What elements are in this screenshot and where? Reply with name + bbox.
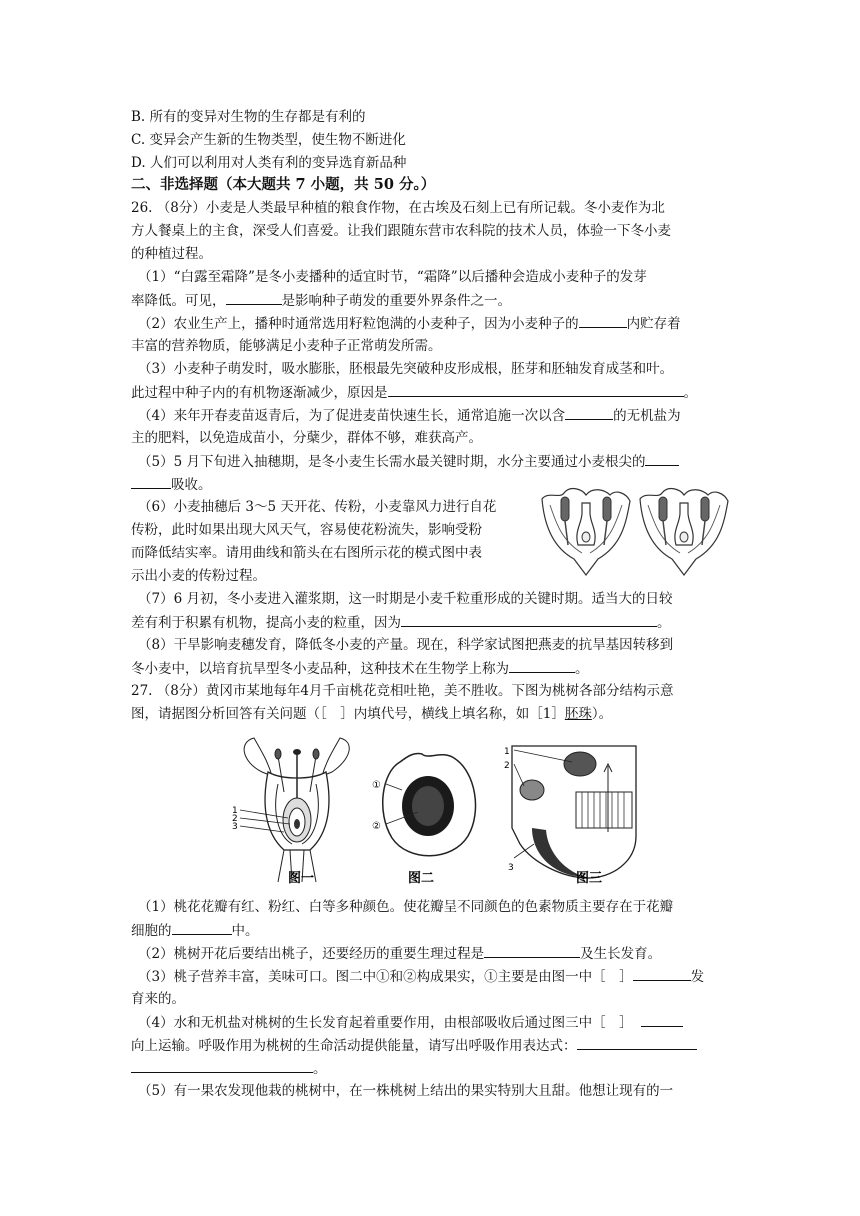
q27-part1-text-end: 中。 <box>231 923 259 939</box>
q26-part3-text-end: 。 <box>683 385 697 401</box>
answer-blank[interactable] <box>565 406 613 420</box>
section-heading: 二、非选择题（本大题共 7 小题，共 50 分。） <box>131 176 436 193</box>
figure-one-peach-flower <box>232 738 349 882</box>
q26-stem-2: 方人餐桌上的主食，深受人们喜爱。让我们跟随东营市农科院的技术人员，体验一下冬小麦 <box>131 223 671 239</box>
answer-blank[interactable] <box>577 1036 697 1050</box>
q27-part3-text: （3）桃子营养丰富，美味可口。图二中①和②构成果实，①主要是由图一中［ ］ <box>138 969 633 985</box>
figure-two-peach-fruit <box>372 753 476 855</box>
q26-part2-text: （2）农业生产上，播种时通常选用籽粒饱满的小麦种子，因为小麦种子的 <box>138 316 579 332</box>
q27-part4-line3 <box>131 1059 327 1078</box>
q26-part1-line2 <box>131 291 511 310</box>
q26-stem-3: 的种植过程。 <box>131 246 212 262</box>
q27-part2-line <box>138 944 661 963</box>
q27-part4-line2 <box>131 1036 697 1055</box>
q27-stem-2 <box>131 705 612 723</box>
peach-structure-figures <box>232 732 652 892</box>
answer-blank[interactable] <box>633 967 691 981</box>
q26-part6-line2: 传粉，此时如果出现大风天气，容易使花粉流失，影响受粉 <box>131 522 482 538</box>
q26-part4-text: （4）来年开春麦苗返青后，为了促进麦苗快速生长，通常追施一次以含 <box>138 408 566 424</box>
wheat-flower-left <box>542 489 630 575</box>
fig1-label-3: 3 <box>232 822 238 832</box>
q26-part2-text-end: 内贮存着 <box>626 316 681 332</box>
q27-part2-text-end: 及生长发育。 <box>580 946 662 962</box>
q26-part3-text: 此过程中种子内的有机物逐渐减少，原因是 <box>131 385 388 401</box>
q26-part3-line2 <box>131 383 697 402</box>
answer-blank[interactable] <box>645 452 679 466</box>
fig1-label-1: 1 <box>232 806 238 816</box>
q27-part3-text-end: 发 <box>690 969 705 985</box>
q26-part8-text: 冬小麦中，以培育抗旱型冬小麦品种，这种技术在生物学上称为 <box>131 661 509 677</box>
q26-part2-line1 <box>138 314 681 333</box>
q26-part5-text: （5）5 月下旬进入抽穗期，是冬小麦生长需水最关键时期，水分主要通过小麦根尖的 <box>138 454 646 470</box>
q26-part4-line2: 主的肥料，以免造成苗小，分蘖少，群体不够，难获高产。 <box>131 430 482 446</box>
q27-part1-text: 细胞的 <box>131 923 172 939</box>
answer-blank[interactable] <box>484 944 580 958</box>
option-b: B. 所有的变异对生物的生存都是有利的 <box>131 109 366 125</box>
q26-part2-line2: 丰富的营养物质，能够满足小麦种子正常萌发所需。 <box>131 338 442 354</box>
q26-part8-text-end: 。 <box>575 661 589 677</box>
answer-blank[interactable] <box>509 659 575 673</box>
q27-part2-text: （2）桃树开花后要结出桃子，还要经历的重要生理过程是 <box>138 946 485 962</box>
fig2-caption: 图二 <box>408 871 435 886</box>
option-c: C. 变异会产生新的生物类型，使生物不断进化 <box>131 132 406 148</box>
q27-part4-line1 <box>138 1013 683 1032</box>
wheat-flower-right <box>640 489 728 575</box>
q26-part7-text-end: 。 <box>657 615 671 631</box>
answer-blank[interactable] <box>401 613 657 627</box>
q27-part4-text: （4）水和无机盐对桃树的生长发育起着重要作用，由根部吸收后通过图三中［ ］ <box>138 1015 633 1031</box>
example-answer: 胚珠 <box>564 706 592 722</box>
q27-part1-line1: （1）桃花花瓣有红、粉红、白等多种颜色。使花瓣呈不同颜色的色素物质主要存在于花瓣 <box>138 899 674 915</box>
answer-blank[interactable] <box>131 1059 313 1073</box>
fig3-label-3: 3 <box>508 863 514 873</box>
q27-part3-line1 <box>138 967 704 986</box>
q26-part5-line2 <box>131 475 212 494</box>
q26-part7-line2 <box>131 613 671 632</box>
fig3-label-1: 1 <box>504 747 510 757</box>
q27-part4-text-end: 。 <box>313 1061 327 1077</box>
q26-part4-text-end: 的无机盐为 <box>613 408 681 424</box>
q26-part5-text-end: 吸收。 <box>171 477 212 493</box>
fig2-label-2: ② <box>372 821 381 832</box>
answer-blank[interactable] <box>131 475 171 489</box>
q26-part1-text-end: 是影响种子萌发的重要外界条件之一。 <box>281 293 511 309</box>
answer-blank[interactable] <box>172 921 232 935</box>
q26-part7-text: 差有利于积累有机物，提高小麦的粒重，因为 <box>131 615 401 631</box>
q27-stem-text: 图，请据图分析回答有关问题（［ ］内填代号，横线上填名称，如［1］ <box>131 706 565 722</box>
fig3-caption: 图三 <box>576 871 603 886</box>
q26-part6-line1: （6）小麦抽穗后 3～5 天开花、传粉，小麦靠风力进行自花 <box>138 499 497 515</box>
q26-part5-line1 <box>138 452 679 471</box>
q26-part6-line3: 而降低结实率。请用曲线和箭头在右图所示花的模式图中表 <box>131 545 482 561</box>
fig2-label-1: ① <box>372 780 381 791</box>
fig1-caption: 图一 <box>288 871 315 886</box>
wheat-flower-figure <box>538 483 730 578</box>
fig3-label-2: 2 <box>504 761 510 771</box>
q26-part1-line1: （1）“白露至霜降”是冬小麦播种的适宜时节，“霜降”以后播种会造成小麦种子的发芽 <box>138 269 647 285</box>
q26-part8-line2 <box>131 659 589 678</box>
answer-blank[interactable] <box>641 1013 683 1027</box>
q26-part3-line1: （3）小麦种子萌发时，吸水膨胀，胚根最先突破种皮形成根，胚芽和胚轴发育成茎和叶。 <box>138 361 674 377</box>
figure-three-stem-section <box>504 746 636 878</box>
q27-part3-line2: 育来的。 <box>131 991 185 1007</box>
option-d: D. 人们可以利用对人类有利的变异选育新品种 <box>131 155 407 171</box>
answer-blank[interactable] <box>579 314 627 328</box>
q27-part1-line2 <box>131 921 259 940</box>
q26-part8-line1: （8）干旱影响麦穗发育，降低冬小麦的产量。现在，科学家试图把燕麦的抗旱基因转移到 <box>138 637 674 653</box>
answer-blank[interactable] <box>388 383 684 397</box>
q26-stem-1: 26. （8分）小麦是人类最早种植的粮食作物，在古埃及石刻上已有所记载。冬小麦作为北 <box>131 200 665 216</box>
q26-part4-line1 <box>138 406 681 425</box>
q27-part5-line1: （5）有一果农发现他栽的桃树中，在一株桃树上结出的果实特别大且甜。他想让现有的一 <box>138 1083 674 1099</box>
q27-stem-text-end: ）。 <box>591 706 613 722</box>
answer-blank[interactable] <box>226 291 282 305</box>
q26-part6-line4: 示出小麦的传粉过程。 <box>131 568 266 584</box>
q26-part1-text: 率降低。可见， <box>131 293 226 309</box>
q27-stem-1: 27. （8分）黄冈市某地每年4月千亩桃花竞相吐艳，美不胜收。下图为桃树各部分结构示意 <box>131 683 674 699</box>
q27-part4-text-2: 向上运输。呼吸作用为桃树的生命活动提供能量，请写出呼吸作用表达式： <box>131 1038 577 1054</box>
q26-part7-line1: （7）6 月初，冬小麦进入灌浆期，这一时期是小麦千粒重形成的关键时期。适当大的日较 <box>138 591 673 607</box>
fig1-label-2: 2 <box>232 814 238 824</box>
